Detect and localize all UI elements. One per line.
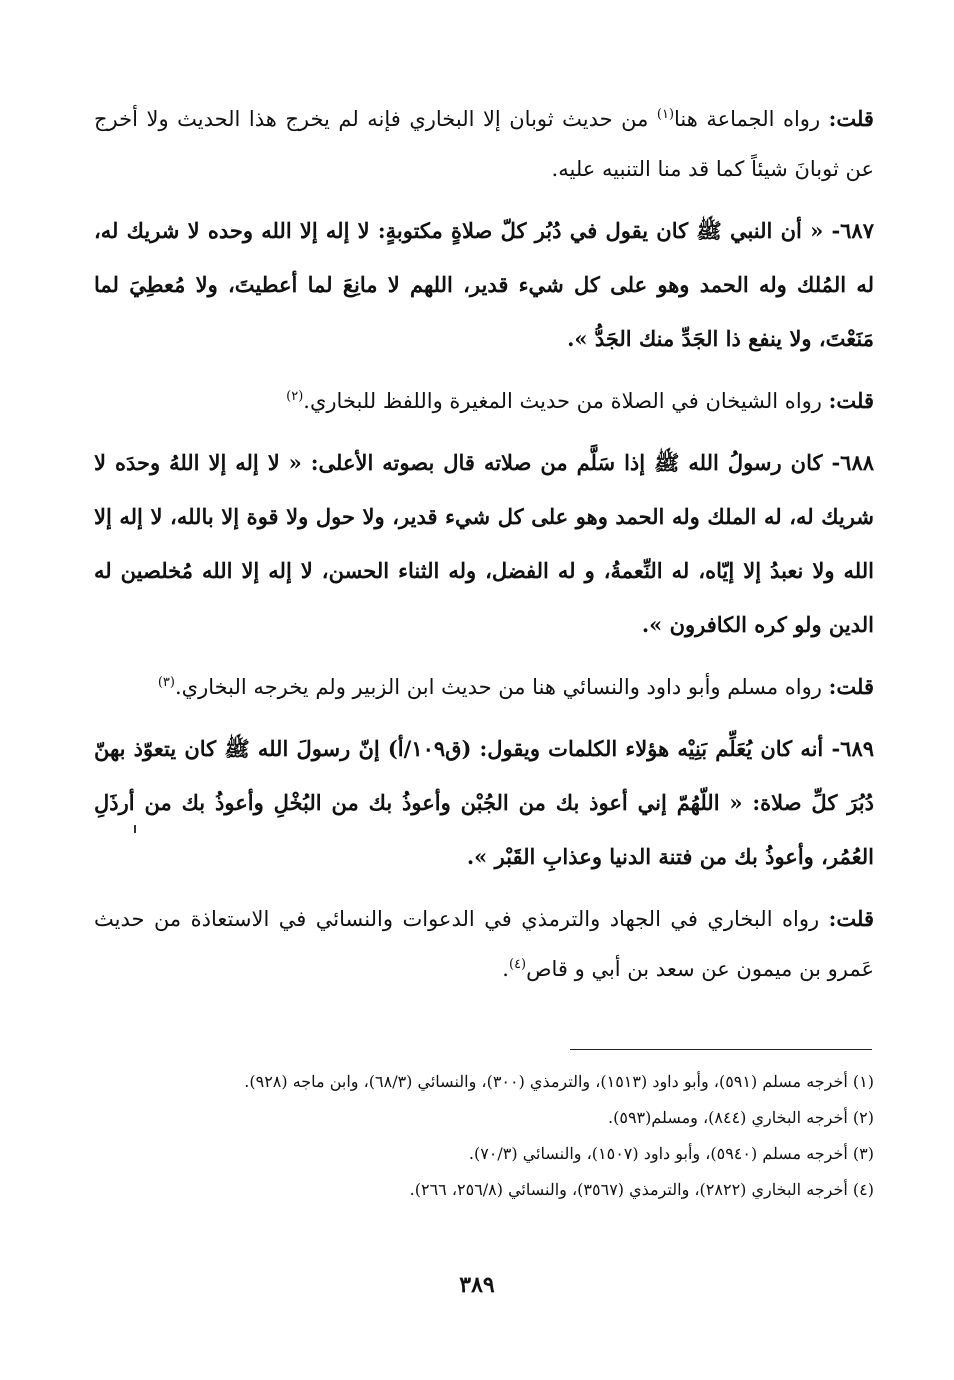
comment-text-end: . [502,957,509,981]
comment-paragraph-2 [94,376,874,426]
hadith-text: أنه كان يُعَلِّم بَنِيْه هؤلاء الكلمات ويقول: (ق١٠٩/أ) إنّ رسولَ الله ﷺ كان يتعوّذ بهنّ دُبُرَ كلِّ صلاة: « اللّهُمّ إني أعوذ بك من الجُبْن وأعوذُ بك من البُخْلِ وأعوذُ بك من أرذَلِ العُمُر، وأعوذُ بك من فتنة الدنيا وعذابِ القَبْر ». [94,736,874,869]
hadith-number: ٦٨٩- [831,736,875,761]
hadith-text: كان رسولُ الله ﷺ إذا سَلَّم من صلاته قال بصوته الأعلى: « لا إله إلا اللهُ وحدَه لا شريك له، له الملك وله الحمد وهو على كل شيء قدير، ولا حول ولا قوة إلا بالله، لا إله إلا الله ولا نعبدُ إلا إيّاه، له النِّعمةُ، و له الفضل، وله الثناء الحسن، لا إله إلا الله مُخلصين له الدين ولو كره الكافرون ». [94,450,874,637]
footnote-2: (٢) أخرجه البخاري (٨٤٤)، ومسلم(٥٩٣). [608,1108,874,1127]
comment-paragraph-3 [94,662,874,712]
hadith-688 [94,436,874,652]
hadith-number: ٦٨٧- [831,218,874,243]
footnote-ref-2: (٢) [286,389,304,404]
comment-paragraph-4 [94,894,874,994]
comment-text: رواه مسلم وأبو داود والنسائي هنا من حديث ابن الزبير ولم يخرجه البخاري. [174,675,822,699]
comment-text-continued: من حديث ثوبان إلا البخاري فإنه لم يخرج هذا الحديث ولا أخرج عن ثوبانَ شيئاً كما قد منا التنبيه عليه. [94,107,874,181]
hadith-text: « أن النبي ﷺ كان يقول في دُبُر كلّ صلاةٍ مكتوبةٍ: لا إله إلا الله وحده لا شريك له، له المُلك وله الحمد وهو على كل شيء قدير، اللهم لا مانِعَ لما أعطيتَ، ولا مُعطِيَ لما مَنَعْتَ، ولا ينفع ذا الجَدِّ منك الجَدُّ ». [94,218,874,351]
footnote-ref-3: (٣) [157,675,175,690]
footnotes [94,1064,874,1208]
comment-text: رواه البخاري في الجهاد والترمذي في الدعوات والنسائي في الاستعاذة من حديث عَمرو بن ميمون عن سعد بن أبي و قاص [94,907,874,981]
footnote-3: (٣) أخرجه مسلم (٥٩٤٠)، وأبو داود (١٥٠٧)، والنسائي (٧٠/٣). [468,1144,874,1163]
footnote-separator [570,1049,872,1050]
scan-speck [134,825,136,833]
hadith-687 [94,204,874,366]
hadith-number: ٦٨٨- [831,450,875,475]
page-number: ٣٨٩ [459,1272,495,1298]
footnote-ref-4: (٤) [508,957,527,972]
hadith-689 [94,722,874,884]
comment-text: رواه الشيخان في الصلاة من حديث المغيرة واللفظ للبخاري. [303,389,822,413]
footnote-1: (١) أخرجه مسلم (٥٩١)، وأبو داود (١٥١٣)، والترمذي (٣٠٠)، والنسائي (٦٨/٣)، وابن ماجه (٩٢٨). [244,1072,874,1091]
comment-text: رواه الجماعة هنا [674,107,821,131]
footnote-4: (٤) أخرجه البخاري (٢٨٢٢)، والترمذي (٣٥٦٧)، والنسائي (٢٥٦/٨، ٢٦٦). [409,1180,874,1199]
footnote-ref-1: (١) [656,107,675,122]
comment-label: قلت: [828,906,874,931]
comment-label: قلت: [828,106,874,131]
main-text [94,94,874,1004]
comment-paragraph-1 [94,94,874,194]
comment-label: قلت: [828,388,874,413]
comment-label: قلت: [828,674,874,699]
